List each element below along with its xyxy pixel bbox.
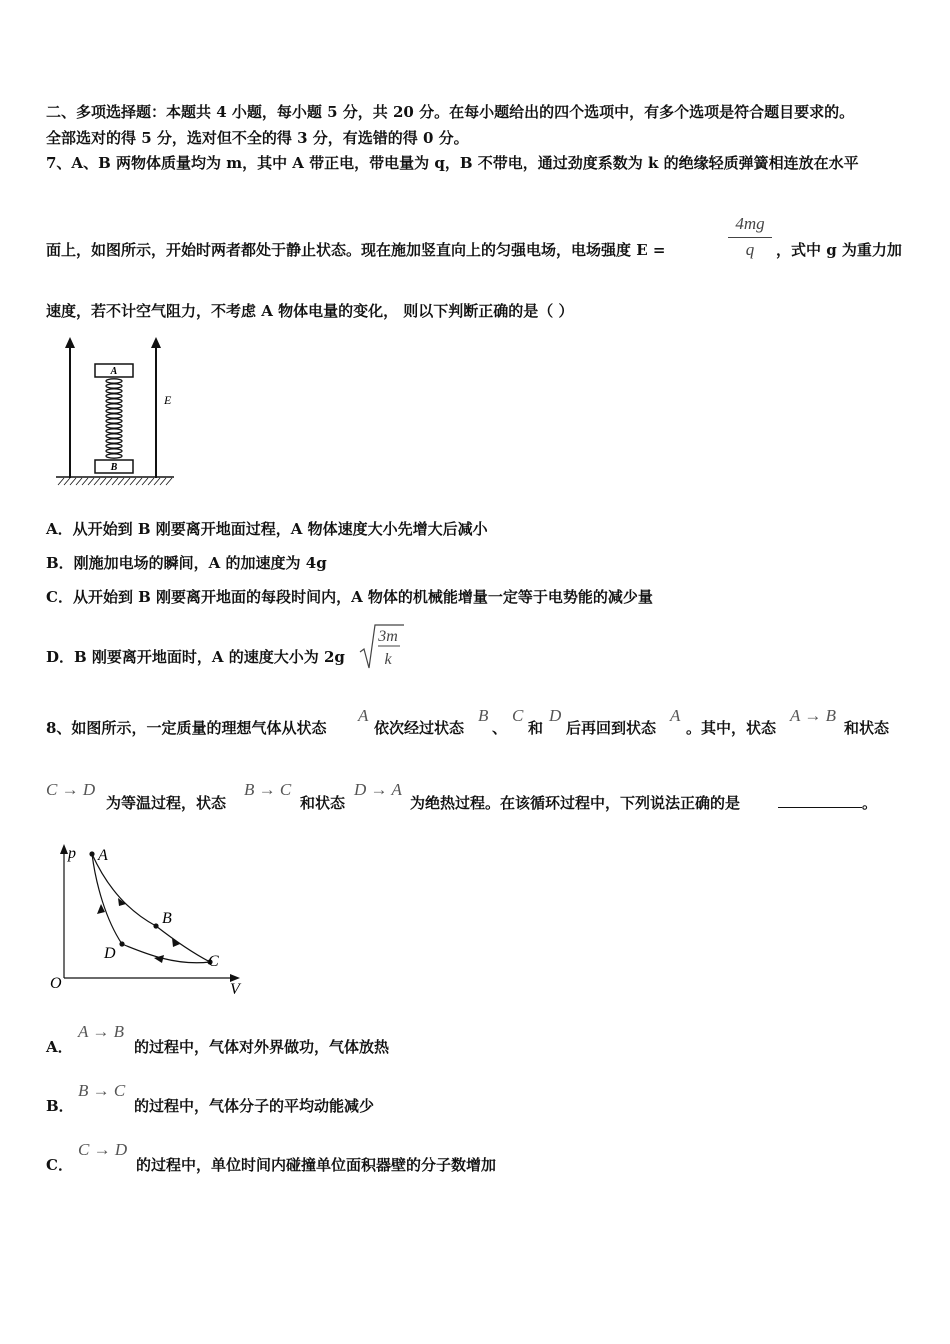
q8-pv-diagram [46,840,256,1000]
q8-stem-line2-a: 为等温过程，状态 [106,794,227,812]
q8-stem-line2-b: 和状态 [300,794,346,812]
q8-process-da: D → A [354,780,402,799]
q7-spring-figure [50,336,190,492]
sqrt-denominator: k [384,651,392,668]
q8-option-a-text: 的过程中，气体对外界做功，气体放热 [134,1038,390,1056]
q7-option-c: C．从开始到 B 刚要离开地面的每段时间内，A 物体的机械能增量一定等于电势能的减少量 [46,588,653,606]
curve-c-d [122,944,210,963]
point-d-label: D [104,945,116,962]
ground-hatch [58,478,172,485]
q8-state-d: D [549,706,562,725]
axis-v-label: V [230,981,240,998]
q8-option-c-label: C． [46,1156,73,1174]
q7-fraction-bar [728,237,772,238]
origin-label: O [50,975,62,992]
q7-option-b: B．刚施加电场的瞬间，A 的加速度为 4g [46,554,327,572]
point-a-label: A [98,847,108,864]
q8-stem-sep: 、 [492,719,508,737]
sqrt-numerator: 3m [378,628,398,645]
q8-option-b-label: B． [46,1097,74,1115]
point-a [89,851,94,856]
q8-state-b: B [478,706,489,725]
axis-p-label: p [68,845,76,862]
q8-process-ab: A → B [790,706,836,725]
q7-stem-line3: 速度，若不计空气阻力，不考虑 A 物体电量的变化， 则以下判断正确的是（ ） [46,302,574,320]
q8-state-a2: A [670,706,681,725]
section-title-line2: 全部选对的得 5 分，选对但不全的得 3 分，有选错的得 0 分。 [46,129,469,147]
point-d [119,941,124,946]
point-b [153,923,158,928]
q8-stem-line1-a: 8、如图所示，一定质量的理想气体从状态 [46,719,327,737]
q8-option-a-label: A． [46,1038,73,1056]
curve-d-a [92,854,122,944]
q8-option-c-math: C → D [78,1140,128,1159]
field-e-label: E [164,393,172,407]
spring [106,379,122,458]
q8-stem-line2-c: 为绝热过程。在该循环过程中，下列说法正确的是 [410,794,741,812]
q8-stem-line1-e: 和状态 [844,719,890,737]
curve-a-b [92,854,156,926]
q7-stem-line2b: ，式中 g 为重力加 [776,241,902,259]
block-a-label: A [110,366,118,377]
curve-b-c [156,926,210,962]
q8-process-cd: C → D [46,780,96,799]
q8-stem-line1-c: 后再回到状态 [566,719,657,737]
q8-option-b-math: B → C [78,1081,126,1100]
q7-stem-line1: 7、A、B 两物体质量均为 m，其中 A 带正电，带电量为 q，B 不带电，通过劲度系数为 k 的绝缘轻质弹簧相连放在水平 [46,154,859,172]
point-c-label: C [208,953,219,970]
q8-stem-line1-b: 依次经过状态 [374,719,465,737]
q8-option-a-math: A → B [78,1022,124,1041]
q7-option-d: D．B 刚要离开地面时，A 的速度大小为 2g [46,648,345,666]
q7-fraction-denominator: q [745,240,755,259]
q8-option-b-text: 的过程中，气体分子的平均动能减少 [134,1097,375,1115]
q8-option-c-text: 的过程中，单位时间内碰撞单位面积器壁的分子数增加 [136,1156,497,1174]
q8-stem-and: 和 [528,719,544,737]
q7-option-d-sqrt [358,622,408,672]
section-title-line1: 二、多项选择题：本题共 4 小题，每小题 5 分，共 20 分。在每小题给出的四个选项中，有多个选项是符合题目要求的。 [46,103,855,121]
q7-stem-line2a: 面上，如图所示，开始时两者都处于静止状态。现在施加竖直向上的匀强电场，电场强度 E = [46,241,666,259]
q8-process-bc: B → C [244,780,292,799]
q8-stem-end: 。 [862,794,878,812]
q7-option-a: A．从开始到 B 刚要离开地面过程，A 物体速度大小先增大后减小 [46,520,488,538]
q8-state-c: C [512,706,524,725]
q8-answer-blank-wrap [778,793,877,813]
block-b-label: B [110,462,118,473]
q7-fraction-numerator: 4mg [735,214,765,233]
q8-state-a: A [358,706,369,725]
answer-blank[interactable] [778,793,862,808]
q8-stem-line1-d: 。其中，状态 [686,719,777,737]
point-b-label: B [162,910,172,927]
q7-fraction [728,214,772,260]
